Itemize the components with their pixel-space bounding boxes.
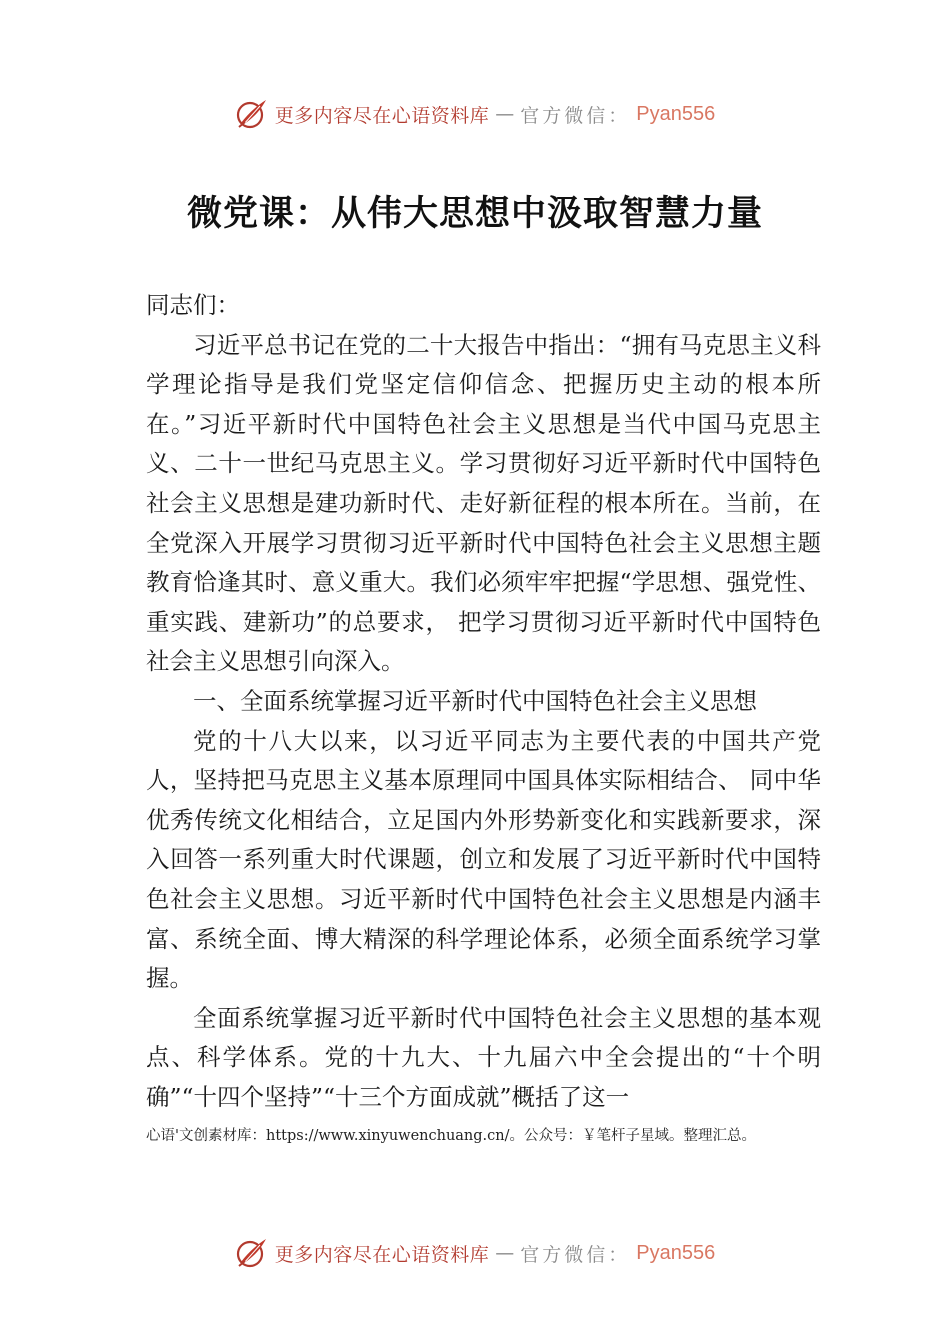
banner-wechat-label: 官方微信： [520,1243,631,1266]
paragraph-intro: 习近平总书记在党的二十大报告中指出：“拥有马克思主义科学理论指导是我们党坚定信仰信念、把握历史主动的根本所在。”习近平新时代中国特色社会主义思想是当代中国马克思主义、二十一世纪马克思主义。学习贯彻好习近平新时代中国特色社会主义思想是建功新时代、走好新征程的根本所在。当前，在全党深入开展学习贯彻习近平新时代中国特色社会主义思想主题教育恰逢其时、意义重大。我们必须牢牢把握“学思想、强党性、重实践、建新功”的总要求， 把学习贯彻习近平新时代中国特色社会主义思想引向深入。 [146,330,821,676]
banner-wechat-id: Pyan556 [636,1241,716,1264]
banner-wechat-label: 官方微信： [520,104,631,127]
top-watermark-banner [0,94,950,134]
section-heading-1: 一、全面系统掌握习近平新时代中国特色社会主义思想 [193,686,757,715]
paragraph-section-1: 党的十八大以来，以习近平同志为主要代表的中国共产党人，坚持把马克思主义基本原理同中国具体实际相结合、 同中华优秀传统文化相结合，立足国内外形势新变化和实践新要求，深入回答一系列重大时代课题，创立和发展了习近平新时代中国特色社会主义思想。习近平新时代中国特色社会主义思想是内涵丰富、系统全面、博大精深的科学理论体系，必须全面系统学习掌握。 [146,726,821,993]
paragraph-section-1-continued: 全面系统掌握习近平新时代中国特色社会主义思想的基本观点、科学体系。党的十九大、十九届六中全会提出的“十个明确”“十四个坚持”“十三个方面成就”概括了这一 [146,1003,821,1111]
source-footer-note: 心语'文创素材库：https://www.xinyuwenchuang.cn/。公众号：￥笔杆子星域。整理汇总。 [146,1128,757,1144]
document-body [146,286,821,1117]
document-title: 微党课：从伟大思想中汲取智慧力量 [186,193,763,234]
banner-dash: — [495,1242,515,1264]
banner-wechat-id: Pyan556 [636,102,716,125]
feather-pen-logo-icon [235,1236,269,1270]
banner-dash: — [495,103,515,125]
banner-brand-text: 更多内容尽在心语资料库 [274,1243,490,1266]
feather-pen-logo-icon [235,97,269,131]
banner-brand-text: 更多内容尽在心语资料库 [274,104,490,127]
salutation: 同志们： [146,291,240,319]
bottom-watermark-banner [0,1233,950,1273]
